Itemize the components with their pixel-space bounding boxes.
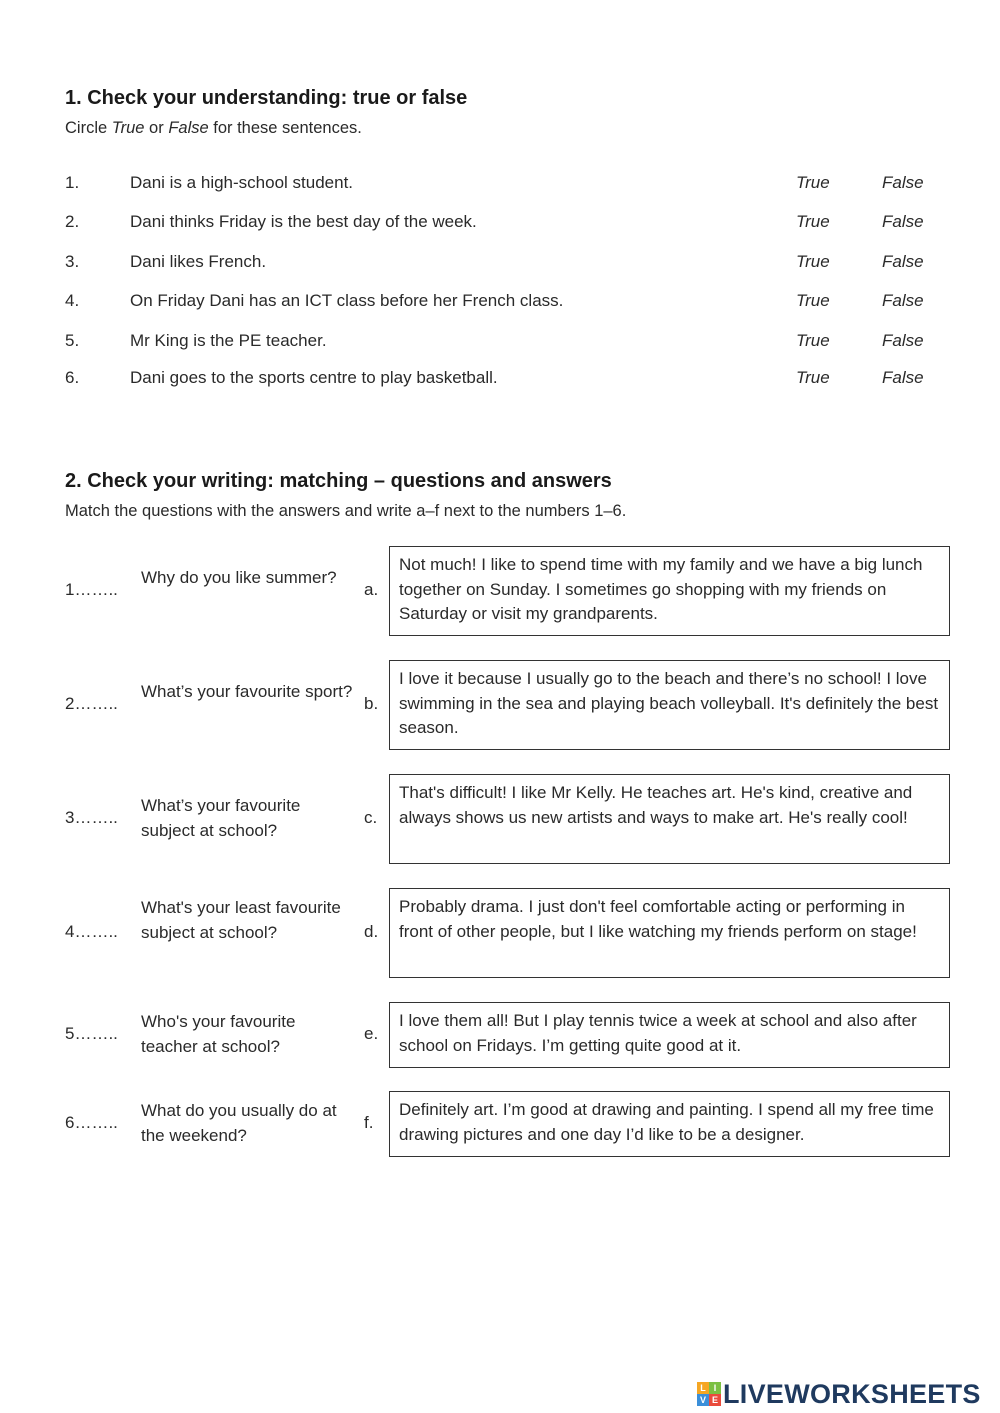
false-option[interactable]: False [882, 173, 924, 192]
tf-item-number: 1. [65, 173, 80, 192]
true-option[interactable]: True [796, 368, 830, 387]
liveworksheets-logo [697, 1378, 981, 1410]
answer-box: Definitely art. I’m good at drawing and painting. I spend all my free time drawing pictures and one day I’d like to be a designer. [389, 1091, 950, 1157]
instruction-text: Circle [65, 119, 112, 137]
matching-row [0, 660, 1000, 750]
tf-item-statement: Dani thinks Friday is the best day of the week. [130, 212, 477, 231]
instruction-text: for these sentences. [208, 119, 362, 137]
logo-mark-letter: L [697, 1382, 709, 1394]
answer-box: That's difficult! I like Mr Kelly. He teaches art. He's kind, creative and always shows us new artists and ways to make art. He's really cool! [389, 774, 950, 864]
tf-item-statement: Dani goes to the sports centre to play basketball. [130, 368, 498, 387]
logo-mark-letter: V [697, 1394, 709, 1406]
logo-mark-letter: E [709, 1394, 721, 1406]
true-option[interactable]: True [796, 291, 830, 310]
false-option[interactable]: False [882, 368, 924, 387]
answer-letter: e. [364, 1024, 379, 1043]
question-text: What’s your favourite sport? [141, 682, 353, 701]
tf-item-statement: Dani is a high-school student. [130, 173, 354, 192]
false-option[interactable]: False [882, 331, 924, 350]
logo-mark-icon [697, 1382, 721, 1406]
answer-blank[interactable]: 3…….. [65, 808, 118, 827]
tf-item-number: 5. [65, 331, 80, 350]
answer-blank[interactable]: 4…….. [65, 922, 118, 941]
tf-item [0, 173, 1000, 199]
true-option[interactable]: True [796, 212, 830, 231]
answer-letter: c. [364, 808, 378, 827]
false-option[interactable]: False [882, 291, 924, 310]
matching-row [0, 546, 1000, 636]
answer-box: Not much! I like to spend time with my family and we have a big lunch together on Sunday. I sometimes go shopping with my friends on Saturday or visit my grandparents. [389, 546, 950, 636]
answer-letter: a. [364, 580, 379, 599]
section2-instruction: Match the questions with the answers and write a–f next to the numbers 1–6. [65, 502, 627, 520]
section1-heading: 1. Check your understanding: true or false [65, 87, 468, 109]
true-option[interactable]: True [796, 252, 830, 271]
question-text: Who's your favourite teacher at school? [141, 1012, 296, 1056]
tf-item-statement: Dani likes French. [130, 252, 267, 271]
answer-box: I love it because I usually go to the beach and there’s no school! I love swimming in the sea and playing beach volleyball. It's definitely the best season. [389, 660, 950, 750]
tf-item [0, 368, 1000, 394]
answer-blank[interactable]: 1…….. [65, 580, 118, 599]
section2-heading: 2. Check your writing: matching – questions and answers [65, 470, 612, 492]
matching-row [0, 1091, 1000, 1157]
question-text: What’s your favourite subject at school? [141, 796, 301, 840]
tf-item-statement: Mr King is the PE teacher. [130, 331, 327, 350]
question-text: What's your least favourite subject at school? [141, 898, 341, 942]
true-option[interactable]: True [796, 173, 830, 192]
tf-item-statement: On Friday Dani has an ICT class before her French class. [130, 291, 564, 310]
true-option[interactable]: True [796, 331, 830, 350]
answer-letter: b. [364, 694, 379, 713]
matching-row [0, 1002, 1000, 1068]
tf-item-number: 2. [65, 212, 80, 231]
logo-mark-letter: I [709, 1382, 721, 1394]
answer-letter: f. [364, 1113, 374, 1132]
tf-item-number: 3. [65, 252, 80, 271]
answer-box: I love them all! But I play tennis twice a week at school and also after school on Fridays. I’m getting quite good at it. [389, 1002, 950, 1068]
matching-row [0, 888, 1000, 978]
instruction-false-word: False [168, 119, 209, 137]
question-text: Why do you like summer? [141, 568, 337, 587]
tf-item-number: 4. [65, 291, 80, 310]
instruction-true-word: True [111, 119, 145, 137]
tf-item [0, 252, 1000, 278]
section1-instruction [65, 119, 362, 138]
false-option[interactable]: False [882, 212, 924, 231]
tf-item [0, 291, 1000, 317]
false-option[interactable]: False [882, 252, 924, 271]
tf-item-number: 6. [65, 368, 80, 387]
tf-item [0, 331, 1000, 357]
question-text: What do you usually do at the weekend? [141, 1101, 337, 1145]
answer-box: Probably drama. I just don't feel comfortable acting or performing in front of other people, but I like watching my friends perform on stage! [389, 888, 950, 978]
tf-item [0, 212, 1000, 238]
instruction-text: or [144, 119, 169, 137]
answer-blank[interactable]: 2…….. [65, 694, 118, 713]
matching-row [0, 774, 1000, 864]
answer-blank[interactable]: 5…….. [65, 1024, 118, 1043]
answer-letter: d. [364, 922, 379, 941]
answer-blank[interactable]: 6…….. [65, 1113, 118, 1132]
logo-text: LIVEWORKSHEETS [723, 1378, 981, 1409]
